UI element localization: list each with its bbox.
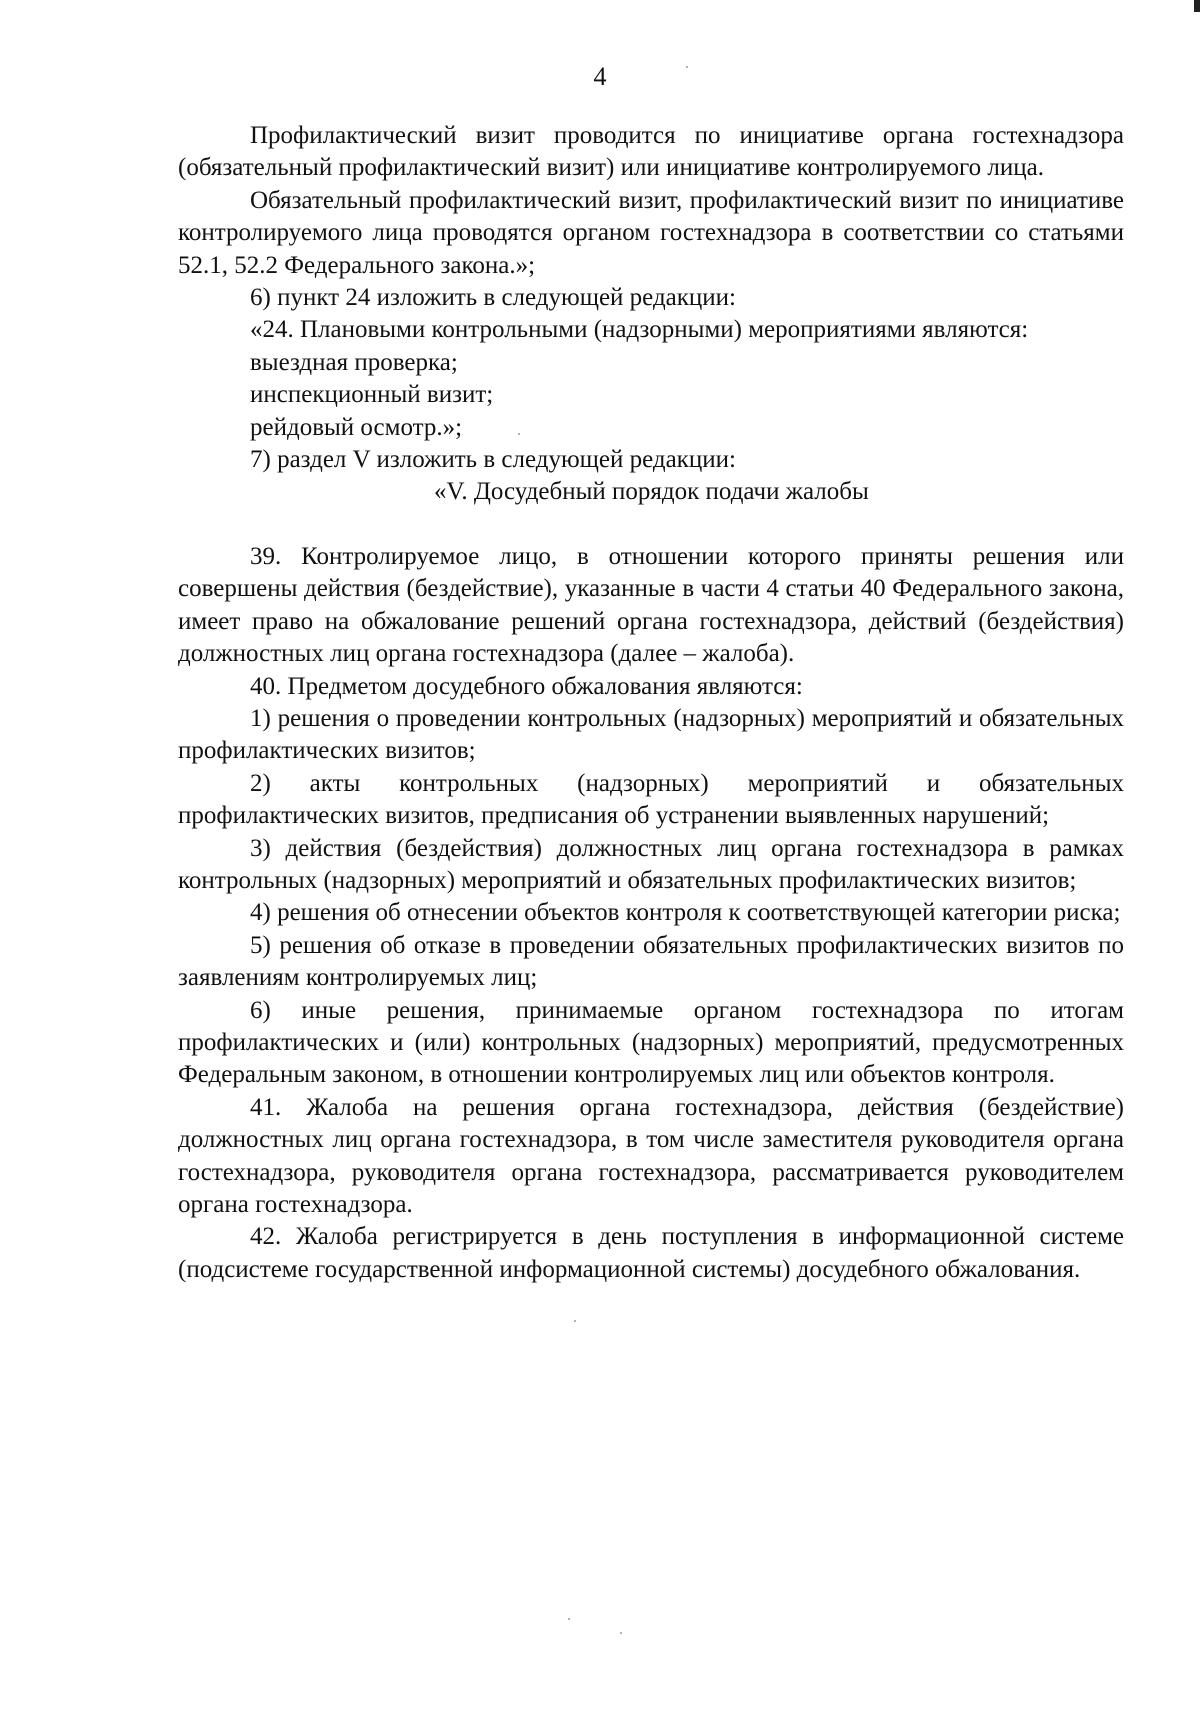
paragraph-40-item-4: 4) решения об отнесении объектов контроля к соответствующей категории риска; [250, 899, 1121, 927]
section-gap [178, 509, 1124, 541]
scan-speck [568, 1618, 570, 1620]
paragraph-40-item-1: 1) решения о проведении контрольных (надзорных) мероприятий и обязательных профилактических визитов; [178, 704, 1124, 765]
list-item: выездная проверка; [250, 348, 458, 376]
paragraph-mandatory-visit: Обязательный профилактический визит, профилактический визит по инициативе контролируемого лица проводятся органом гостехнадзора в соответствии со статьями 52.1, 52.2 Федерального закона.»; [178, 186, 1124, 279]
list-item: рейдовый осмотр.»; [250, 413, 463, 441]
paragraph-42: 42. Жалоба регистрируется в день поступления в информационной системе (подсистеме государственной информационной системы) досудебного обжалования. [178, 1223, 1124, 1283]
list-item: инспекционный визит; [250, 381, 494, 409]
scan-edge-mark [1194, 0, 1200, 12]
paragraph-amend-item-24: 6) пункт 24 изложить в следующей редакции: [250, 284, 736, 312]
paragraph-39: 39. Контролируемое лицо, в отношении которого приняты решения или совершены действия (бездействие), указанные в части 4 статьи 40 Федерального закона, имеет право на обжалование решений органа гостехнадзора, действий (бездействия) должностных лиц органа гостехнадзора (далее – жалоба). [178, 542, 1124, 668]
section-heading: «V. Досудебный порядок подачи жалобы [434, 478, 869, 506]
paragraph-40-item-2: 2) акты контрольных (надзорных) мероприятий и обязательных профилактических визитов, предписания об устранении выявленных нарушений; [178, 769, 1124, 830]
paragraph-item-24: «24. Плановыми контрольными (надзорными) мероприятиями являются: [250, 316, 1029, 344]
paragraph-41: 41. Жалоба на решения органа гостехнадзора, действия (бездействие) должностных лиц органа гостехнадзора, в том числе заместителя руководителя органа гостехнадзора, руководителя органа гостехнадзора, рассматривается руководителем органа гостехнадзора. [178, 1093, 1124, 1218]
scan-speck [574, 1320, 576, 1322]
document-body [178, 120, 1124, 1286]
paragraph-visit-initiative: Профилактический визит проводится по инициативе органа гостехнадзора (обязательный профилактический визит) или инициативе контролируемого лица. [178, 122, 1124, 182]
paragraph-40-item-5: 5) решения об отказе в проведении обязательных профилактических визитов по заявлениям контролируемых лиц; [178, 931, 1124, 992]
paragraph-amend-section-v: 7) раздел V изложить в следующей редакции: [250, 446, 736, 474]
scan-speck [620, 1632, 622, 1634]
paragraph-40-item-3: 3) действия (бездействия) должностных лиц органа гостехнадзора в рамках контрольных (надзорных) мероприятий и обязательных профилактических визитов; [178, 834, 1124, 894]
paragraph-40-item-6: 6) иные решения, принимаемые органом гостехнадзора по итогам профилактических и (или) контрольных (надзорных) мероприятий, предусмотренных Федеральным законом, в отношении контролируемых лиц или объектов контроля. [178, 996, 1124, 1089]
paragraph-40: 40. Предметом досудебного обжалования являются: [250, 672, 803, 700]
page-number: 4 [593, 62, 607, 91]
